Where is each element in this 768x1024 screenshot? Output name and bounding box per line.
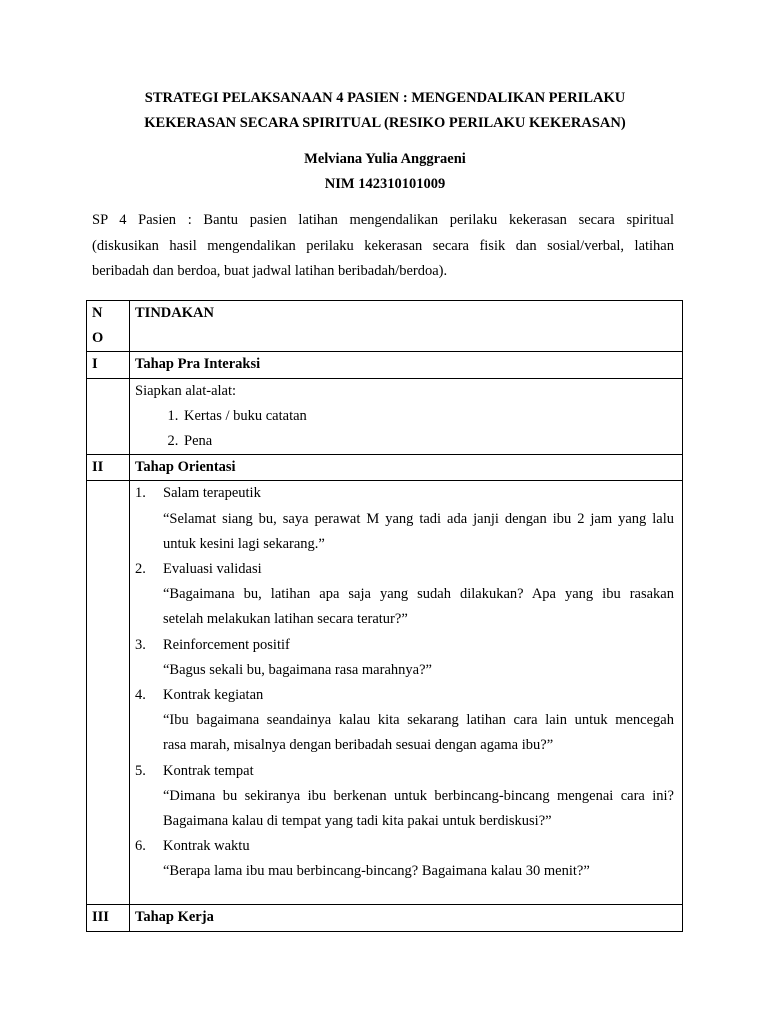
step-kontrak-kegiatan xyxy=(135,683,674,759)
step-label: Kontrak waktu xyxy=(163,838,250,855)
list-item: 2. Pena xyxy=(182,429,674,454)
table-header-row xyxy=(87,301,683,352)
step-number: 1. xyxy=(135,485,146,502)
tools-list xyxy=(135,404,674,454)
step-reinforcement xyxy=(135,633,674,683)
quote-line-2: setelah melakukan latihan secara teratur?” xyxy=(163,611,408,628)
quote-line-1: “Bagaimana bu, latihan apa saja yang sudah dilakukan? Apa yang ibu rasakan xyxy=(163,586,674,603)
header-no-cell xyxy=(87,301,130,352)
header-no-line-2: O xyxy=(92,330,104,347)
step-number: 5. xyxy=(135,762,146,779)
intro-paragraph xyxy=(92,208,674,285)
author-nim: NIM 142310101009 xyxy=(324,176,446,192)
section-1-empty-cell xyxy=(87,378,130,455)
quote-line-1: “Dimana bu sekiranya ibu berkenan untuk berbincang-bincang mengenai cara ini? xyxy=(163,787,674,804)
quote-line-1: “Ibu bagaimana seandainya kalau kita sekarang latihan cara lain untuk mencegah xyxy=(163,712,674,729)
title-line-1: STRATEGI PELAKSANAAN 4 PASIEN : MENGENDALIKAN PERILAKU xyxy=(144,90,626,106)
section-2-body xyxy=(130,481,683,905)
section-1-intro: Siapkan alat-alat: xyxy=(135,382,237,399)
step-number: 2. xyxy=(135,561,146,578)
author-name: Melviana Yulia Anggraeni xyxy=(304,151,466,167)
section-2-number: II xyxy=(87,455,130,481)
step-evaluasi xyxy=(135,557,674,633)
section-2-empty-cell xyxy=(87,481,130,905)
list-item: 1. Kertas / buku catatan xyxy=(182,404,674,429)
document-title xyxy=(90,86,680,136)
intro-line-2: (diskusikan hasil mengendalikan perilaku kekerasan secara fisik dan sosial/verbal, latihan xyxy=(92,237,674,254)
section-2-title: Tahap Orientasi xyxy=(130,455,683,481)
step-quote xyxy=(163,582,674,632)
quote-line-1: “Berapa lama ibu mau berbincang-bincang? Bagaimana kalau 30 menit?” xyxy=(163,863,590,880)
step-quote xyxy=(163,784,674,834)
section-1-number: I xyxy=(87,352,130,378)
step-label: Kontrak tempat xyxy=(163,762,254,779)
quote-line-2: untuk kesini lagi sekarang.” xyxy=(163,535,325,552)
section-2-body-row xyxy=(87,481,683,905)
section-1-header-row xyxy=(87,352,683,378)
step-salam xyxy=(135,481,674,557)
section-1-body-row xyxy=(87,378,683,455)
step-number: 4. xyxy=(135,687,146,704)
step-kontrak-tempat xyxy=(135,759,674,835)
intro-line-1: SP 4 Pasien : Bantu pasien latihan mengendalikan perilaku kekerasan secara spiritual xyxy=(92,212,674,228)
step-quote xyxy=(163,658,674,683)
step-quote xyxy=(163,708,674,758)
section-3-number: III xyxy=(87,905,130,931)
section-3-header-row xyxy=(87,905,683,931)
quote-line-1: “Bagus sekali bu, bagaimana rasa marahnya?” xyxy=(163,661,432,678)
step-quote xyxy=(163,507,674,557)
quote-line-2: rasa marah, misalnya dengan beribadah sesuai dengan agama ibu?” xyxy=(163,737,554,754)
step-label: Kontrak kegiatan xyxy=(163,687,264,704)
step-number: 6. xyxy=(135,838,146,855)
section-1-title: Tahap Pra Interaksi xyxy=(130,352,683,378)
step-number: 3. xyxy=(135,636,146,653)
section-2-header-row xyxy=(87,455,683,481)
step-label: Salam terapeutik xyxy=(163,485,261,502)
step-kontrak-waktu xyxy=(135,834,674,884)
step-quote xyxy=(163,859,674,884)
step-label: Evaluasi validasi xyxy=(163,561,262,578)
author-block xyxy=(90,147,680,197)
quote-line-2: Bagaimana kalau di tempat yang tadi kita pakai untuk berdiskusi?” xyxy=(163,813,552,830)
quote-line-1: “Selamat siang bu, saya perawat M yang tadi ada janji dengan ibu 2 jam yang lalu xyxy=(163,510,674,527)
section-3-title: Tahap Kerja xyxy=(130,905,683,931)
action-table xyxy=(86,300,683,932)
header-tindakan-cell: TINDAKAN xyxy=(130,301,683,352)
step-label: Reinforcement positif xyxy=(163,636,290,653)
intro-line-3: beribadah dan berdoa, buat jadwal latihan beribadah/berdoa). xyxy=(92,263,448,279)
header-no-line-1: N xyxy=(92,305,103,321)
section-1-body xyxy=(130,378,683,455)
title-line-2: KEKERASAN SECARA SPIRITUAL (RESIKO PERILAKU KEKERASAN) xyxy=(144,115,626,131)
